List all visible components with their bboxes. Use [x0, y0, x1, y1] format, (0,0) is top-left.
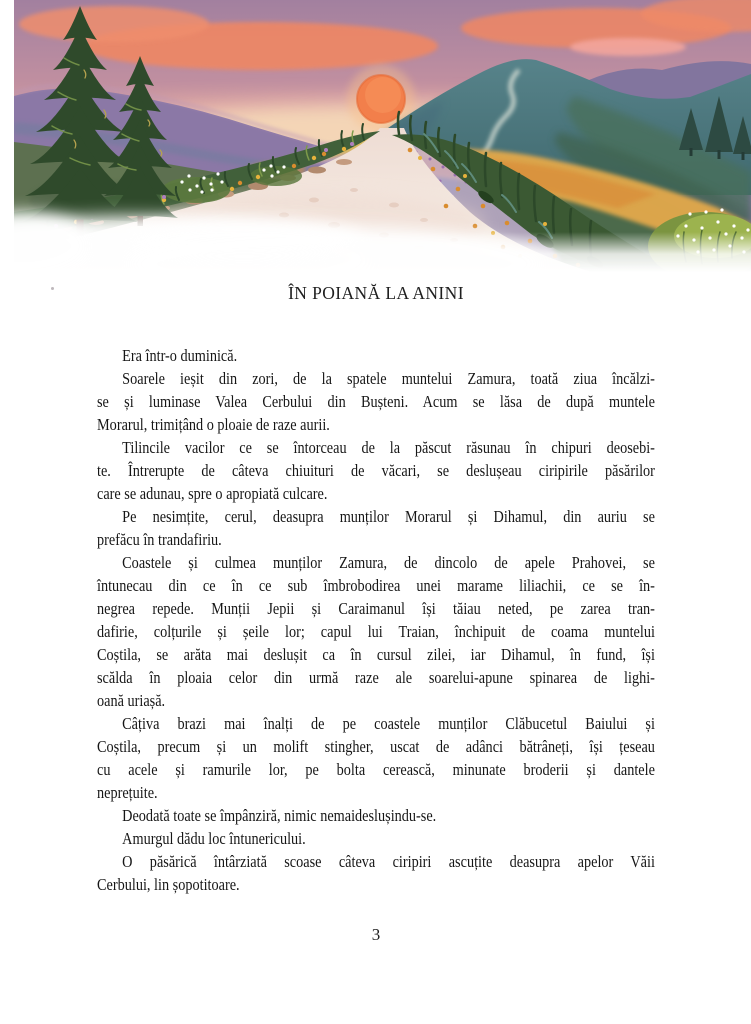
text-line: Morarul, trimițând o ploaie de raze aurii.	[97, 415, 330, 434]
page-number: 3	[371, 925, 381, 944]
text-line: Deodată toate se împânziră, nimic nemaideslușindu-se.	[122, 806, 437, 825]
text-line: se și luminase Valea Cerbului din Bușteni. Acum se lăsa de după muntele	[97, 392, 655, 411]
text-line: Coastele și culmea munților Zamura, de dincolo de apele Prahovei, se	[122, 553, 655, 572]
text-line: te. Întrerupte de câteva chiuituri de văcari, se deslușeau ciripirile păsărilor	[97, 461, 655, 480]
stray-speck	[51, 287, 54, 290]
text-line: cu acele și ramurile lor, pe bolta cerească, minunate broderii și dantele	[97, 760, 655, 779]
text-line: Coștila, se arăta mai deslușit ca în cursul zilei, iar Dihamul, în fund, își	[97, 645, 655, 664]
text-line: oană uriașă.	[97, 691, 166, 710]
text-line: Cerbului, lin șopotitoare.	[97, 875, 240, 894]
text-line: Era într-o duminică.	[122, 346, 238, 365]
body-text	[97, 344, 655, 896]
text-line: Coștila, precum și un molift stingher, uscat de adânci bătrâneți, își țeseau	[97, 737, 655, 756]
chapter-title: ÎN POIANĂ LA ANINI	[288, 283, 464, 303]
text-line: dafirie, colțurile și șeile lor; capul lui Traian, închipuit de coama muntelui	[97, 622, 655, 641]
text-line: Pe nesimțite, cerul, deasupra munților Morarul și Dihamul, din auriu se	[122, 507, 655, 526]
text-line: neprețuite.	[97, 783, 158, 802]
text-line: care se adunau, spre o apropiată culcare.	[97, 484, 328, 503]
text-line: întunecau din ce în ce sub îmbrobodirea unei marame liliachii, ce se în-	[97, 576, 655, 595]
text-line: Amurgul dădu loc întunericului.	[122, 829, 306, 848]
text-line: O păsărică întârziată scoase câteva ciripiri ascuțite deasupra apelor Văii	[122, 852, 655, 871]
illustration-mountain-sunset	[14, 0, 751, 272]
illustration-canvas	[14, 0, 751, 272]
text-line: Câțiva brazi mai înalți de pe coastele munților Clăbucetul Baiului și	[122, 714, 655, 733]
text-line: scălda în ploaia celor din urmă raze ale soarelui-apune spinarea de lighi-	[97, 668, 655, 687]
text-line: negrea repede. Munții Jepii și Caraimanul își tăiau neted, pe zarea tran-	[97, 599, 655, 618]
text-line: prefăcu în trandafiriu.	[97, 530, 222, 549]
text-line: Soarele ieșit din zori, de la spatele muntelui Zamura, toată ziua încălzi-	[122, 369, 655, 388]
text-line: Tilincile vacilor ce se întorceau de la păscut răsunau în chipuri deosebi-	[122, 438, 655, 457]
